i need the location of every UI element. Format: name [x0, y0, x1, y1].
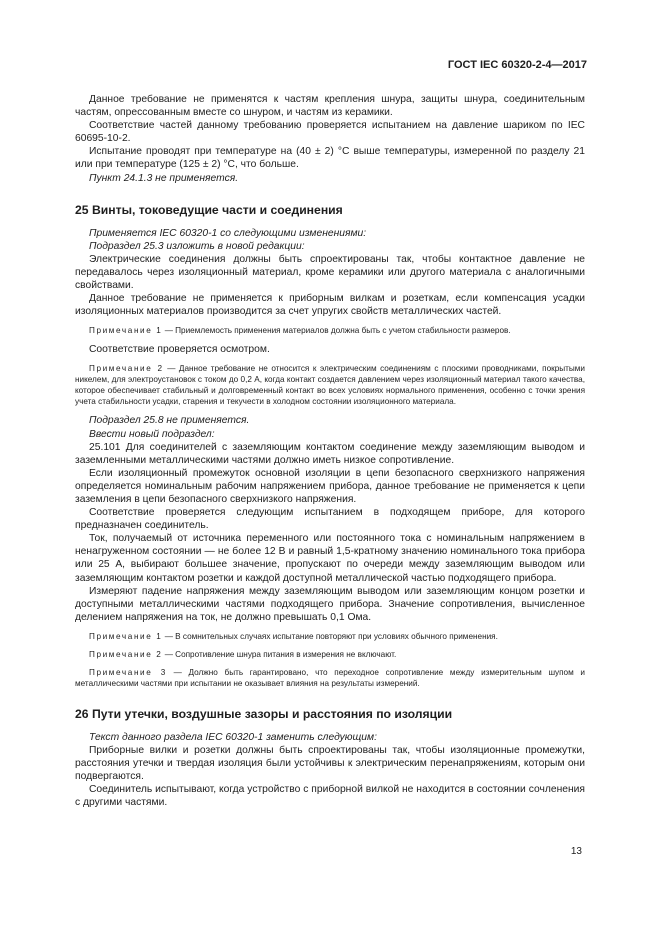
note-text: — Данное требование не относится к электрическим соединениям с плоскими проводниками, покрытыми никелем, для электроустановок с током до 0,2 А, когда контакт создается давлением через изоляционный материал такого качества, которое обеспечивает стабильный и долговременный контакт во всех условиях нормального применения, особенно с точки зрения учета стабильности усадки, старения и текучести в холодном состоянии изоляционного материала. [75, 364, 586, 407]
paragraph: Измеряют падение напряжения между заземляющим выводом или заземляющим концом розетки и доступными металлическими частями подходящего прибора. Значение сопротивления, вычисленное делением напряжения на ток, не должно превышать 0,1 Ома. [75, 585, 585, 623]
note-label: Примечание 1 [89, 631, 163, 641]
note-label: Примечание 2 [89, 649, 163, 659]
paragraph: Соответствие проверяется осмотром. [89, 344, 270, 356]
note-text: — Сопротивление шнура питания в измерения не включают. [162, 649, 397, 659]
paragraph: Данное требование не применяется к приборным вилкам и розеткам, если компенсация усадки изоляционных материалов производится за счет упругих свойств металлических частей. [75, 293, 585, 318]
paragraph: Данное требование не применятся к частям крепления шнура, защиты шнура, соединительным частям, опрессованным вместе со шнуром, и частям из керамики. [75, 94, 585, 119]
paragraph-italic: Применяется IEC 60320-1 со следующими изменениями: [89, 227, 367, 239]
note-text: — Приемлемость применения материалов должна быть с учетом стабильности размеров. [162, 326, 511, 336]
paragraph-italic: Подраздел 25.3 изложить в новой редакции: [89, 240, 305, 252]
paragraph: Ток, получаемый от источника переменного или постоянного тока с номинальным напряжением в ненагруженном состоянии — не более 12 В и равный 1,5-кратному значению номинального тока прибора или 25 А, выбирают большее значение, пропускают по очереди между заземляющим выводом или заземляющим контактом розетки и каждой доступной металлической частью подходящего прибора. [75, 533, 585, 584]
note-text: — В сомнительных случаях испытание повторяют при условиях обычного применения. [162, 631, 498, 641]
paragraph: Испытание проводят при температуре на (40 ± 2) °С выше температуры, измеренной по разделу 21 или при температуре (125 ± 2) °С, что больше. [75, 146, 585, 171]
page-number: 13 [570, 846, 582, 857]
note-label: Примечание 1 [89, 326, 163, 336]
paragraph: 25.101 Для соединителей с заземляющим контактом соединение между заземляющим выводом и заземленными металлическими частями должно иметь низкое сопротивление. [75, 441, 585, 466]
paragraph: Приборные вилки и розетки должны быть спроектированы так, чтобы изоляционные промежутки, расстояния утечки и твердая изоляция были устойчивы к электрическим перенапряжениям, которым они подвергаются. [75, 745, 585, 783]
note-label: Примечание 3 [89, 667, 167, 677]
section-heading-26: 26 Пути утечки, воздушные зазоры и расстояния по изоляции [75, 706, 453, 721]
paragraph-italic: Подраздел 25.8 не применяется. [89, 415, 250, 427]
paragraph-italic: Пункт 24.1.3 не применяется. [89, 172, 239, 184]
paragraph: Соответствие проверяется следующим испытанием в подходящем приборе, для которого предназначен соединитель. [75, 507, 585, 532]
note-text: — Должно быть гарантировано, что переходное сопротивление между измерительным шупом и металлическими частями при испытании не оказывает влияния на результаты измерений. [75, 667, 585, 688]
paragraph: Соединитель испытывают, когда устройство с приборной вилкой не находится в состоянии сочленения с другими частями. [75, 784, 585, 809]
page-content [75, 93, 585, 809]
paragraph-italic: Ввести новый подраздел: [89, 428, 215, 440]
note [75, 363, 585, 407]
standard-header: ГОСТ IEC 60320-2-4—2017 [447, 59, 587, 71]
paragraph: Если изоляционный промежуток основной изоляции в цепи безопасного сверхнизкого напряжения определяется номинальным рабочим напряжением прибора, данное требование не применяется к цепи заземления в цепи безопасного сверхнизкого напряжения. [75, 467, 585, 505]
paragraph: Электрические соединения должны быть спроектированы так, чтобы контактное давление не передавалось через изоляционный материал, кроме керамики или другого материала с аналогичными свойствами. [75, 253, 585, 292]
note [75, 325, 585, 336]
paragraph: Соответствие частей данному требованию проверяется испытанием на давление шариком по IEC 60695-10-2. [75, 120, 585, 145]
note [75, 649, 585, 660]
note [75, 631, 585, 642]
section-heading-25: 25 Винты, токоведущие части и соединения [75, 202, 343, 217]
note-label: Примечание 2 [89, 364, 164, 374]
note [75, 667, 585, 689]
paragraph-italic: Текст данного раздела IEC 60320-1 заменить следующим: [89, 731, 377, 743]
